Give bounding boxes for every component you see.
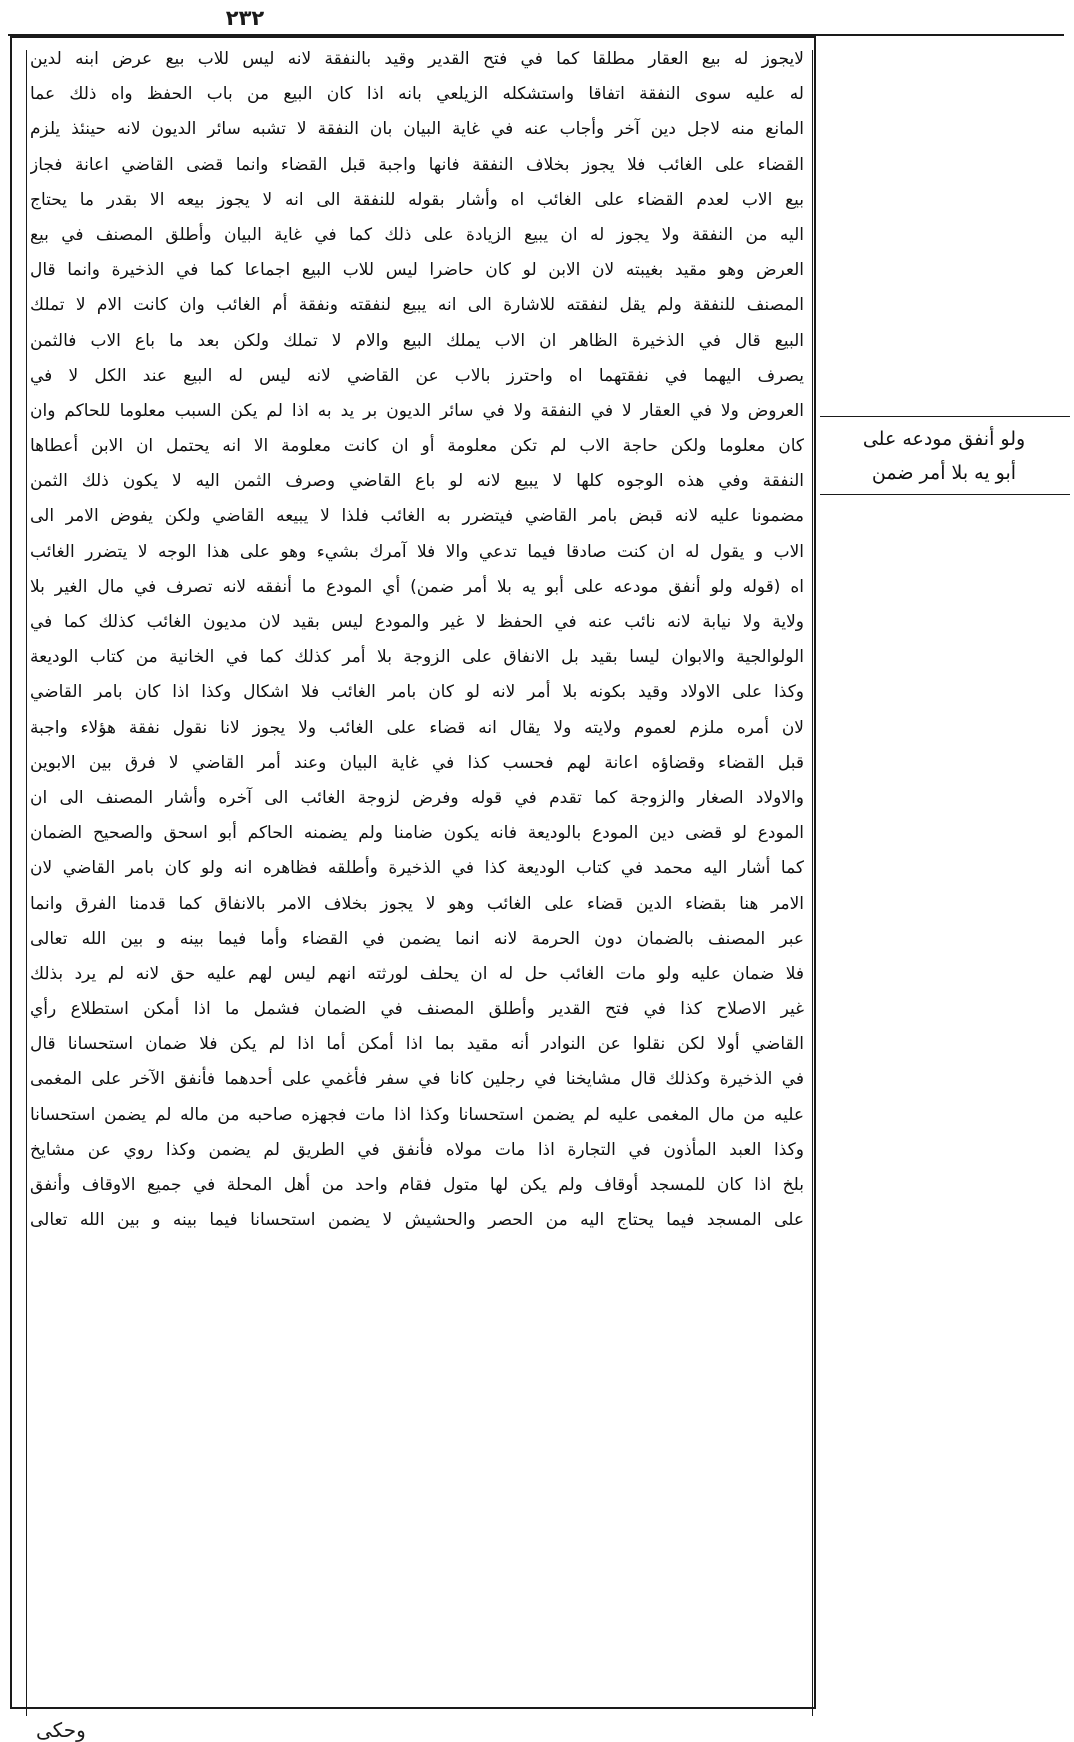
- page-number: ٢٣٢: [225, 6, 265, 30]
- text-line: فلا ضمان عليه ولو مات الغائب حل له ان يحلف لورثته انهم ليس لهم عليه حق لانه لم يرد بذلك: [30, 963, 804, 984]
- text-line: غير الاصلاح كذا في فتح القدير وأطلق المصنف في الضمان فشمل ما اذا أمكن استطلاع رأي: [30, 999, 804, 1020]
- text-line: القضاء على الغائب فلا يجوز بخلاف النفقة فانها واجبة قبل القضاء وانما قضى القاضي اعانة فجاز: [30, 154, 804, 175]
- catchword: وحكى: [36, 1718, 86, 1742]
- text-line: البيع قال في الذخيرة الظاهر ان الاب يملك البيع والام لا تملك ولكن بعد ما باع الاب فالثمن: [30, 330, 804, 351]
- text-line: قبل القضاء وقضاؤه اعانة لهم فحسب كذا في غاية البيان وعند أمر القاضي لا فرق بين الابوين: [30, 752, 804, 773]
- text-line: لايجوز له بيع العقار مطلقا كما في فتح القدير وقيد بالنفقة لانه ليس للاب بيع عرض ابنه لدين: [30, 49, 804, 69]
- text-line: الولوالجية والابوان ليسا بقيد بل الانفاق على الزوجة بلا أمر كذلك كما في الخانية من كتاب الوديعة: [30, 647, 804, 668]
- margin-note-top-rule: [820, 416, 1070, 417]
- text-line: الاب و يقول له ان كنت صادقا فيما تدعي والا فلا آمرك بشيء وهو على هذا الوجه لا يتضرر الغائب: [30, 541, 804, 562]
- margin-note-bottom-rule: [820, 494, 1070, 495]
- margin-note: [824, 422, 1064, 490]
- text-line: مضمونا عليه لانه قبض بامر القاضي فيتضرر به الغائب فلذا لا يبيعه القاضي ولكن يفوض الامر الى: [30, 506, 804, 527]
- text-line: بلخ اذا كان للمسجد أوقاف ولم يكن لها متول فقام واحد من أهل المحلة في جميع الاوقاف وأنفق: [30, 1175, 804, 1195]
- text-line: يصرف اليهما في نفقتهما اه واحترز بالاب عن القاضي لانه ليس له البيع عند الكل لا في: [30, 365, 804, 386]
- text-line: اه (قوله ولو أنفق مودعه على أبو يه بلا أمر ضمن) أي المودع ما أنفقه لانه تصرف في مال الغير بلا: [30, 576, 804, 597]
- text-line: المانع منه لاجل دين آخر وأجاب عنه في غاية البيان بان النفقة لا تشبه سائر الديون لانه حينئذ يلزم: [30, 119, 804, 140]
- text-line: الامر هنا بقضاء الدين قضاء على الغائب وهو لا يجوز بخلاف الامر بالانفاق كما قدمنا الفرق وانما: [30, 893, 804, 914]
- text-line: وكذا العبد المأذون في التجارة اذا مات مولاه فأنفق في الطريق لم يضمن وكذا روي عن مشايخ: [30, 1139, 804, 1160]
- text-line: كان معلوما ولكن حاجة الاب لم تكن معلومة أو ان كانت معلومة الا انه يحتمل ان الابن أعطاها: [30, 436, 804, 457]
- text-line: العروض ولا في العقار لا في النفقة ولا في سائر الديون بر يد به اذا لم يكن السبب معلوما للحاكم وان: [30, 400, 804, 421]
- text-line: المصنف للنفقة ولم يقل لنفقته للاشارة الى انه يبيع لنفقته ونفقة أم الغائب وان كانت الام لا تملك: [30, 295, 804, 316]
- text-line: في الذخيرة وكذلك قال مشايخنا في رجلين كانا في سفر فأغمي على أحدهما فأنفق الآخر على المغمى: [30, 1069, 804, 1090]
- margin-note-line: ولو أنفق مودعه على: [862, 428, 1026, 450]
- text-line: القاضي أولا لكن نقلوا عن النوادر أنه مقيد بما اذا أمكن أما اذا لم يكن فلا ضمان استحسانا قال: [30, 1034, 804, 1055]
- margin-note-line: أبو يه بلا أمر ضمن: [871, 462, 1017, 484]
- text-line: عليه من مال المغمى عليه لم يضمن استحسانا وكذا اذا مات فجهزه صاحبه من ماله لم يضمن استحسانا: [30, 1104, 804, 1125]
- text-line: بيع الاب لعدم القضاء على الغائب اه وأشار بقوله للنفقة الى انه لا يجوز بيعه الا بقدر ما يحتاج: [30, 189, 804, 210]
- text-line: العرض وهو مقيد بغيبته لان الابن لو كان حاضرا ليس للاب البيع اجماعا كما في الذخيرة وانما قال: [30, 260, 804, 281]
- text-line: كما أشار اليه محمد في كتاب الوديعة كذا في الذخيرة وأطلقه فظاهره انه ولو كان بامر القاضي لان: [30, 858, 804, 879]
- text-line: المودع لو قضى دين المودع بالوديعة فانه يكون ضامنا ولم يضمنه الحاكم أبو اسحق والصحيح الضمان: [30, 823, 804, 844]
- text-line: اليه من النفقة ولا يجوز له ان يبيع الزيادة على ذلك كما في غاية البيان وأطلق المصنف في بيع: [30, 224, 804, 245]
- text-line: على المسجد فيما يحتاج اليه من الحصر والحشيش لا يضمن استحسانا فيما بينه و بين الله تعالى: [30, 1210, 804, 1231]
- text-line: عبر المصنف بالضمان دون الحرمة لانه انما يضمن في القضاء وأما فيما بينه و بين الله تعالى: [30, 928, 804, 949]
- text-line: ولاية ولا نيابة لانه نائب عنه في الحفظ لا غير والمودع ليس بقيد لان مديون الغائب كذلك كما في: [30, 612, 804, 632]
- text-line: له عليه سوى النفقة اتفاقا واستشكله الزيلعي بانه اذا كان البيع من باب الحفظ واه ذلك عما: [30, 84, 804, 105]
- text-line: وكذا على الاولاد وقيد بكونه بلا أمر لانه لو كان بامر الغائب فلا اشكال وكذا اذا كان بامر القاضي: [30, 682, 804, 703]
- text-line: لان أمره ملزم لعموم ولايته ولا يقال انه قضاء على الغائب ولا يجوز لانا نقول نفقة هؤلاء واجبة: [30, 717, 804, 738]
- text-line: النفقة وفي هذه الوجوه كلها لا يبيع لانه لو باع القاضي وصرف الثمن اليه لا يكون ذلك الثمن: [30, 471, 804, 492]
- text-line: والاولاد الصغار والزوجة كما تقدم في قوله وفرض لزوجة الغائب الى آخره وأشار المصنف الى ان: [30, 787, 804, 808]
- main-text-block: [30, 42, 804, 1238]
